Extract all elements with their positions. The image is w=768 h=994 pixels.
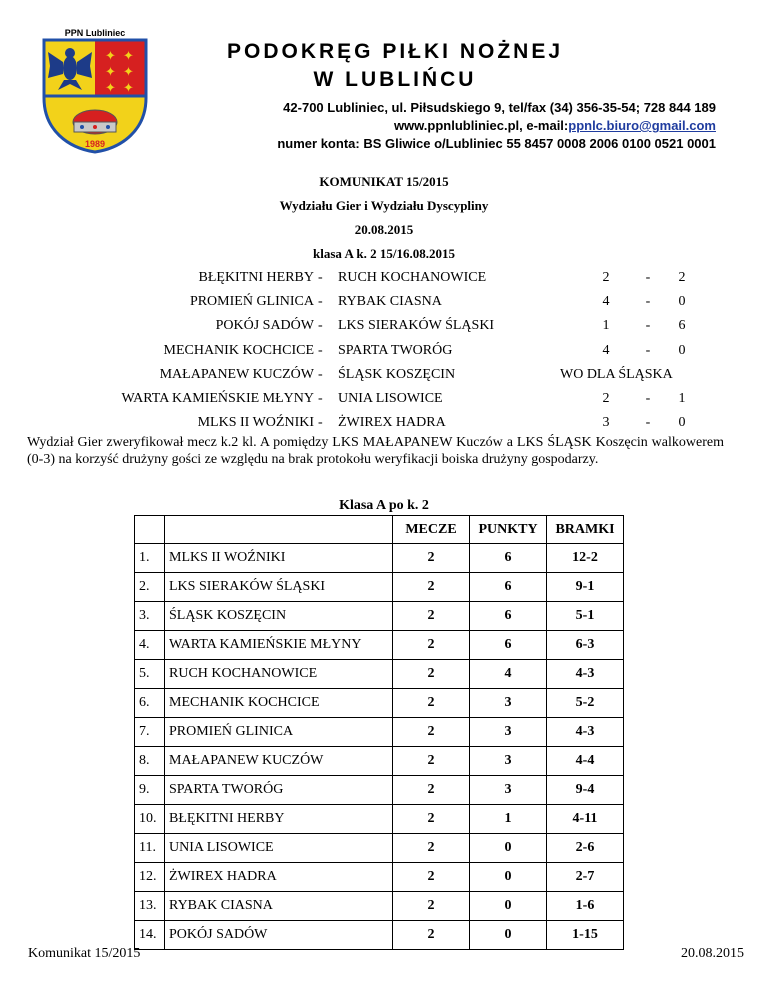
row-pos: 11. (135, 834, 165, 863)
row-goals: 5-1 (547, 602, 624, 631)
result-row (0, 367, 768, 387)
row-goals: 1-15 (547, 921, 624, 950)
result-away: ŻWIREX HADRA (338, 415, 446, 430)
crest-year: 1989 (84, 139, 106, 149)
row-team: SPARTA TWORÓG (165, 776, 393, 805)
row-pos: 6. (135, 689, 165, 718)
row-pos: 13. (135, 892, 165, 921)
header-empty (135, 516, 165, 544)
email-link[interactable]: ppnlc.biuro@gmail.com (568, 118, 716, 133)
result-home-score: 2 (602, 270, 610, 285)
result-score-sep: - (645, 294, 651, 309)
row-team: BŁĘKITNI HERBY (165, 805, 393, 834)
row-points: 6 (470, 602, 547, 631)
verification-note: Wydział Gier zweryfikował mecz k.2 kl. A pomiędzy LKS MAŁAPANEW Kuczów a LKS ŚLĄSK Koszęcin walkowerem (0-3) na korzyść drużyny gości ze względu na brak protokołu weryfikacji boiska drużyny gospodarzy. (27, 435, 724, 467)
table-row (135, 747, 624, 776)
table-row (135, 805, 624, 834)
result-home-score: 4 (602, 343, 610, 358)
result-home-score: 1 (602, 318, 610, 333)
row-team: ŚLĄSK KOSZĘCIN (165, 602, 393, 631)
result-dash: - (318, 294, 323, 309)
row-games: 2 (393, 863, 470, 892)
svg-text:✦: ✦ (105, 48, 116, 63)
row-pos: 1. (135, 544, 165, 573)
row-team: ŻWIREX HADRA (165, 863, 393, 892)
row-games: 2 (393, 776, 470, 805)
communique-department: Wydziału Gier i Wydziału Dyscypliny (279, 198, 489, 213)
result-dash: - (318, 318, 323, 333)
row-team: MECHANIK KOCHCICE (165, 689, 393, 718)
row-pos: 9. (135, 776, 165, 805)
result-away-score: 0 (678, 294, 686, 309)
result-row (0, 391, 768, 411)
row-goals: 9-1 (547, 573, 624, 602)
row-goals: 9-4 (547, 776, 624, 805)
row-games: 2 (393, 660, 470, 689)
table-row (135, 689, 624, 718)
result-score-sep: - (645, 391, 651, 406)
row-games: 2 (393, 631, 470, 660)
row-pos: 10. (135, 805, 165, 834)
row-goals: 1-6 (547, 892, 624, 921)
result-score-sep: - (645, 415, 651, 430)
result-dash: - (318, 270, 323, 285)
svg-text:✦: ✦ (105, 64, 116, 79)
table-row (135, 776, 624, 805)
result-away-score: 0 (678, 343, 686, 358)
row-games: 2 (393, 892, 470, 921)
result-away-score: 1 (678, 391, 686, 406)
row-points: 0 (470, 921, 547, 950)
row-team: MLKS II WOŹNIKI (165, 544, 393, 573)
table-row (135, 573, 624, 602)
row-pos: 2. (135, 573, 165, 602)
row-goals: 4-4 (547, 747, 624, 776)
org-web-email (394, 117, 716, 135)
standings-table (134, 515, 624, 950)
result-away: LKS SIERAKÓW ŚLĄSKI (338, 318, 495, 333)
row-points: 0 (470, 863, 547, 892)
row-goals: 4-3 (547, 660, 624, 689)
row-goals: 4-11 (547, 805, 624, 834)
result-score-sep: - (645, 318, 651, 333)
row-points: 3 (470, 776, 547, 805)
row-team: RUCH KOCHANOWICE (165, 660, 393, 689)
result-score-sep: - (645, 343, 651, 358)
row-goals: 2-6 (547, 834, 624, 863)
row-team: RYBAK CIASNA (165, 892, 393, 921)
row-games: 2 (393, 718, 470, 747)
svg-text:✦: ✦ (105, 80, 116, 95)
svg-text:✦: ✦ (123, 48, 134, 63)
svg-text:✦: ✦ (123, 80, 134, 95)
result-row (0, 294, 768, 314)
web-prefix: www.ppnlubliniec.pl, e-mail: (393, 118, 569, 133)
row-team: UNIA LISOWICE (165, 834, 393, 863)
standings-title: Klasa A po k. 2 (339, 498, 429, 513)
row-pos: 4. (135, 631, 165, 660)
result-away-score: 2 (678, 270, 686, 285)
row-pos: 7. (135, 718, 165, 747)
row-games: 2 (393, 602, 470, 631)
bank-account: numer konta: BS Gliwice o/Lubliniec 55 8457 0008 2006 0100 0521 0001 (277, 136, 716, 151)
table-row (135, 602, 624, 631)
communique-title: KOMUNIKAT 15/2015 (319, 174, 449, 189)
result-row (0, 415, 768, 435)
row-points: 3 (470, 747, 547, 776)
row-pos: 8. (135, 747, 165, 776)
result-row (0, 270, 768, 290)
result-dash: - (318, 367, 323, 382)
row-goals: 2-7 (547, 863, 624, 892)
row-games: 2 (393, 921, 470, 950)
result-home: PROMIEŃ GLINICA (189, 294, 314, 309)
footer-communique: Komunikat 15/2015 (28, 946, 141, 961)
table-row (135, 660, 624, 689)
row-team: MAŁAPANEW KUCZÓW (165, 747, 393, 776)
table-row (135, 863, 624, 892)
row-games: 2 (393, 747, 470, 776)
crown-icon (73, 110, 117, 134)
table-row (135, 921, 624, 950)
header-games: MECZE (393, 516, 470, 544)
result-away-score: 6 (678, 318, 686, 333)
table-row (135, 892, 624, 921)
result-row (0, 343, 768, 363)
result-dash: - (318, 415, 323, 430)
row-goals: 4-3 (547, 718, 624, 747)
crest-top-text: PPN Lubliniec (64, 28, 126, 38)
row-team: WARTA KAMIEŃSKIE MŁYNY (165, 631, 393, 660)
row-goals: 12-2 (547, 544, 624, 573)
row-games: 2 (393, 689, 470, 718)
row-games: 2 (393, 805, 470, 834)
org-title-line2: W LUBLIŃCU (313, 68, 477, 91)
row-points: 6 (470, 544, 547, 573)
row-games: 2 (393, 834, 470, 863)
table-row (135, 718, 624, 747)
table-row (135, 834, 624, 863)
result-home-score: 3 (602, 415, 610, 430)
row-goals: 6-3 (547, 631, 624, 660)
communique-date: 20.08.2015 (354, 222, 414, 237)
row-points: 3 (470, 689, 547, 718)
svg-text:✦: ✦ (123, 64, 134, 79)
result-dash: - (318, 391, 323, 406)
result-row (0, 318, 768, 338)
row-team: PROMIEŃ GLINICA (165, 718, 393, 747)
result-dash: - (318, 343, 323, 358)
table-row (135, 631, 624, 660)
row-pos: 12. (135, 863, 165, 892)
result-home: MAŁAPANEW KUCZÓW (159, 367, 314, 382)
result-walkover-note: WO DLA ŚLĄSKA (560, 367, 673, 382)
result-home: MLKS II WOŹNIKI (197, 415, 314, 430)
result-away: UNIA LISOWICE (338, 391, 443, 406)
result-home: POKÓJ SADÓW (215, 318, 314, 333)
result-away-score: 0 (678, 415, 686, 430)
result-home-score: 4 (602, 294, 610, 309)
org-title-line1: PODOKRĘG PIŁKI NOŻNEJ (226, 40, 564, 63)
result-away: ŚLĄSK KOSZĘCIN (338, 367, 456, 382)
row-points: 6 (470, 631, 547, 660)
row-points: 0 (470, 892, 547, 921)
row-pos: 14. (135, 921, 165, 950)
row-pos: 5. (135, 660, 165, 689)
communique-round: klasa A k. 2 15/16.08.2015 (313, 246, 455, 261)
row-games: 2 (393, 544, 470, 573)
org-address: 42-700 Lubliniec, ul. Piłsudskiego 9, tel/fax (34) 356-35-54; 728 844 189 (283, 100, 716, 115)
standings-header-row (135, 516, 624, 544)
row-points: 3 (470, 718, 547, 747)
row-pos: 3. (135, 602, 165, 631)
row-team: LKS SIERAKÓW ŚLĄSKI (165, 573, 393, 602)
row-points: 1 (470, 805, 547, 834)
result-home: WARTA KAMIEŃSKIE MŁYNY (121, 391, 314, 406)
result-home-score: 2 (602, 391, 610, 406)
result-away: RUCH KOCHANOWICE (338, 270, 487, 285)
row-goals: 5-2 (547, 689, 624, 718)
result-home: MECHANIK KOCHCICE (163, 343, 314, 358)
row-points: 4 (470, 660, 547, 689)
row-team: POKÓJ SADÓW (165, 921, 393, 950)
result-score-sep: - (645, 270, 651, 285)
table-row (135, 544, 624, 573)
result-away: SPARTA TWORÓG (338, 343, 453, 358)
header-empty (165, 516, 393, 544)
header-goals: BRAMKI (547, 516, 624, 544)
ppn-lubliniec-crest (36, 26, 154, 154)
result-home: BŁĘKITNI HERBY (198, 270, 314, 285)
result-away: RYBAK CIASNA (338, 294, 442, 309)
footer-date: 20.08.2015 (681, 946, 744, 961)
header-points: PUNKTY (470, 516, 547, 544)
row-points: 0 (470, 834, 547, 863)
row-games: 2 (393, 573, 470, 602)
row-points: 6 (470, 573, 547, 602)
